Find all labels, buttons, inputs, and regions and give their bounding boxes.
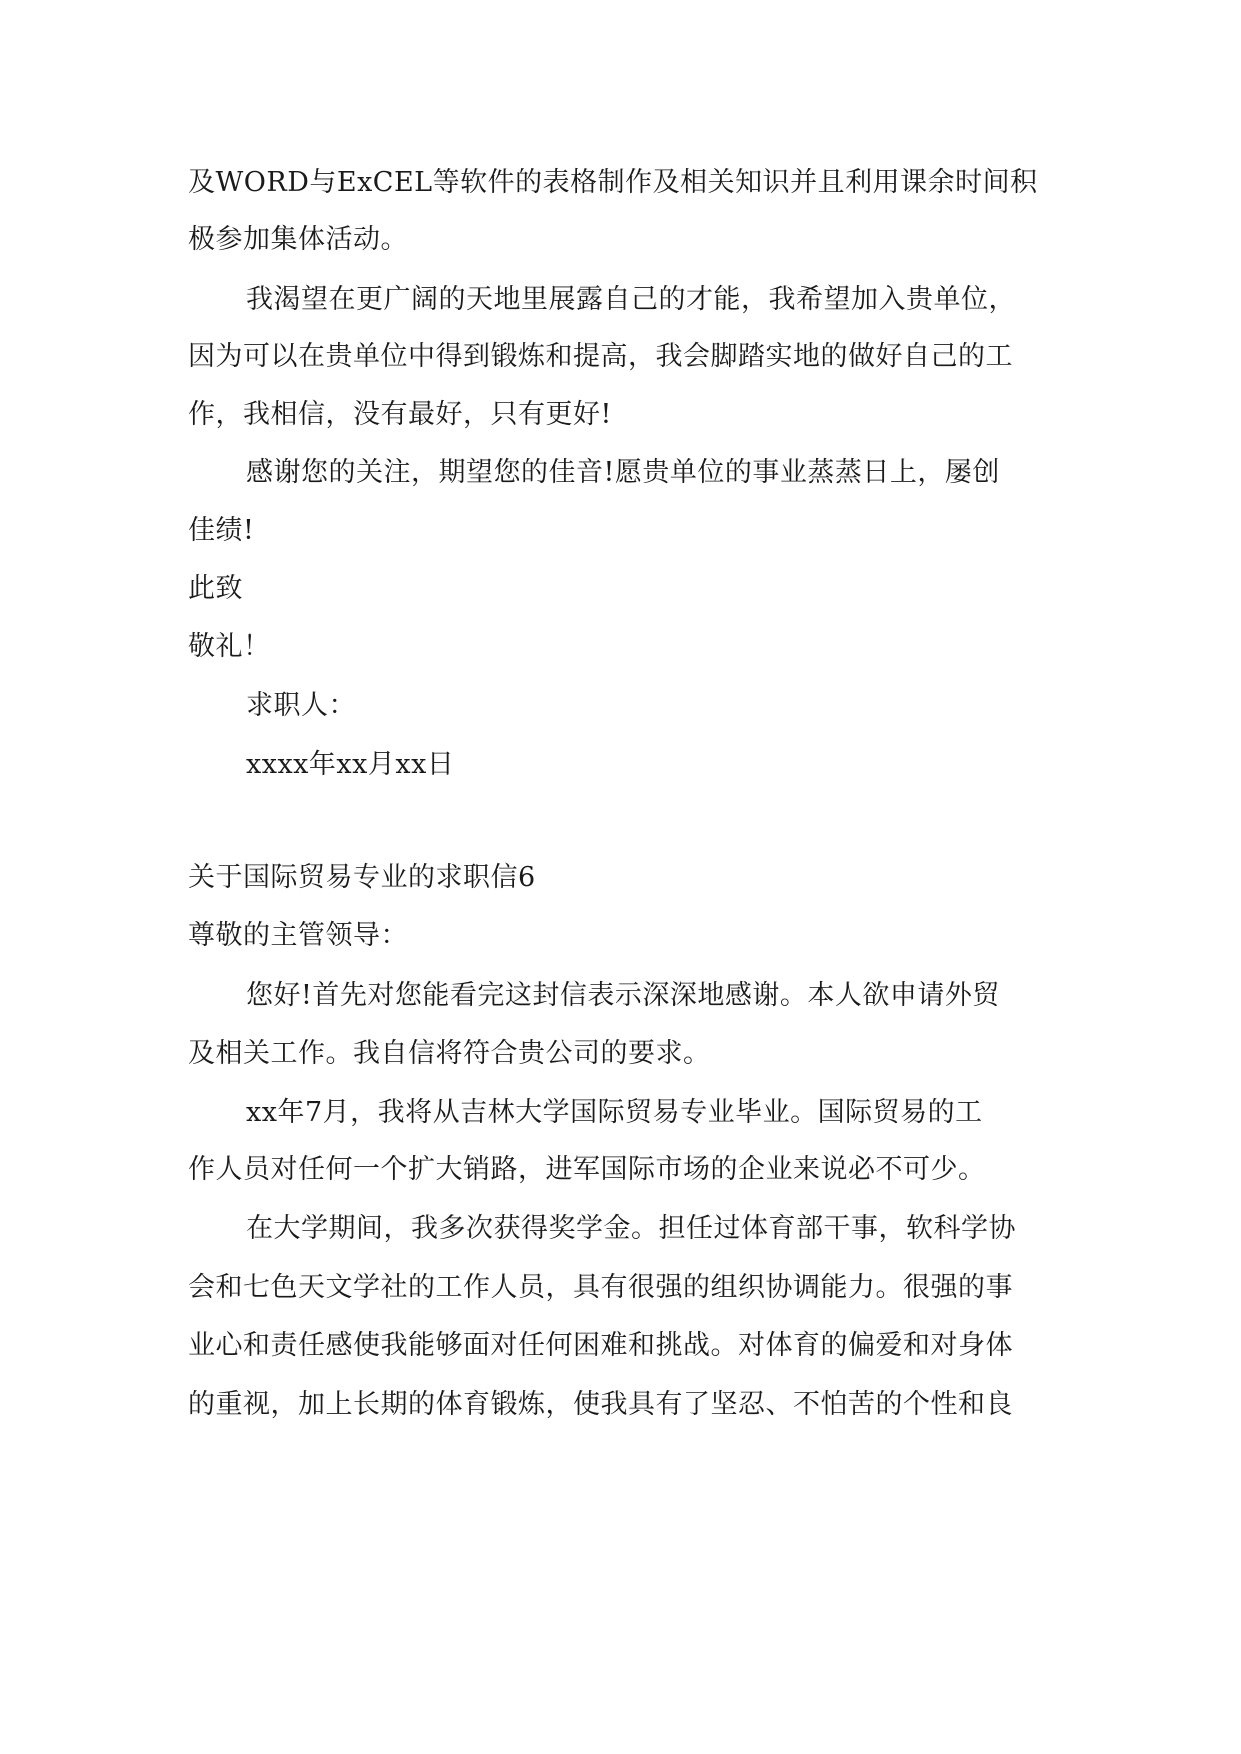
body-line: 会和七色天文学社的工作人员，具有很强的组织协调能力。很强的事 bbox=[188, 1272, 1013, 1303]
body-line: xx年7月，我将从吉林大学国际贸易专业毕业。国际贸易的工 bbox=[246, 1097, 983, 1128]
letter-title: 关于国际贸易专业的求职信6 bbox=[188, 862, 536, 893]
body-line: 您好!首先对您能看完这封信表示深深地感谢。本人欲申请外贸 bbox=[246, 980, 1000, 1011]
body-line: 及WORD与ExCEL等软件的表格制作及相关知识并且利用课余时间积 bbox=[188, 167, 1038, 198]
closing-line: 此致 bbox=[188, 573, 243, 604]
greeting-line: 尊敬的主管领导： bbox=[188, 920, 408, 951]
body-line: 极参加集体活动。 bbox=[188, 224, 408, 255]
signature-line: 求职人： bbox=[246, 690, 356, 721]
body-line: 在大学期间，我多次获得奖学金。担任过体育部干事，软科学协 bbox=[246, 1213, 1016, 1244]
body-line: 佳绩! bbox=[188, 515, 255, 546]
date-line: xxxx年xx月xx日 bbox=[246, 749, 455, 780]
body-line: 作人员对任何一个扩大销路，进军国际市场的企业来说必不可少。 bbox=[188, 1154, 986, 1185]
body-line: 因为可以在贵单位中得到锻炼和提高，我会脚踏实地的做好自己的工 bbox=[188, 341, 1013, 372]
body-line: 感谢您的关注，期望您的佳音!愿贵单位的事业蒸蒸日上，屡创 bbox=[246, 457, 1000, 488]
body-line: 作，我相信，没有最好，只有更好! bbox=[188, 399, 612, 430]
closing-line: 敬礼！ bbox=[188, 631, 271, 662]
body-line: 业心和责任感使我能够面对任何困难和挑战。对体育的偏爱和对身体 bbox=[188, 1330, 1013, 1361]
body-line: 的重视，加上长期的体育锻炼，使我具有了坚忍、不怕苦的个性和良 bbox=[188, 1389, 1013, 1420]
body-line: 及相关工作。我自信将符合贵公司的要求。 bbox=[188, 1038, 711, 1069]
body-line: 我渴望在更广阔的天地里展露自己的才能，我希望加入贵单位， bbox=[246, 284, 1016, 315]
